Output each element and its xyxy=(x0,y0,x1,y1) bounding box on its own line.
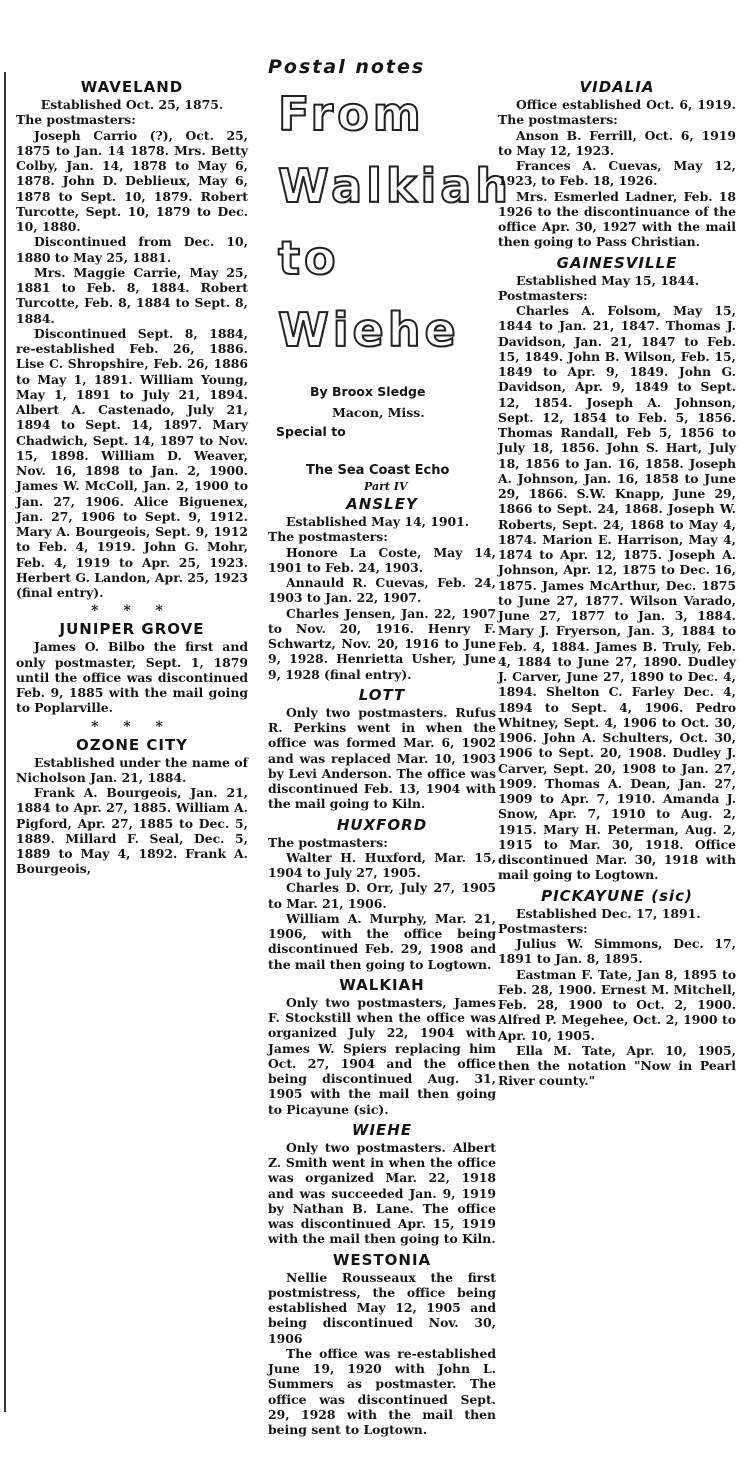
section-heading: ANSLEY xyxy=(346,495,418,513)
section-heading: HUXFORD xyxy=(336,815,428,834)
paragraph: Ella M. Tate, Apr. 10, 1905, then the notation "Now in Pearl River county." xyxy=(498,1042,736,1089)
kicker: Postal notes xyxy=(268,56,426,78)
paragraph: Nellie Rousseaux the first postmistress, the office being established May 12, 1905 and being discontinued Nov. 30, 1906 xyxy=(268,1269,496,1346)
paragraph: Established Oct. 25, 1875. xyxy=(40,97,224,112)
section-pickayune xyxy=(498,887,736,1089)
paragraph: Mrs. Esmerled Ladner, Feb. 18 1926 to the discontinuance of the office Apr. 30, 1927 with the mail then going to Pass Christian. xyxy=(498,188,736,250)
paragraph: Charles D. Orr, July 27, 1905 to Mar. 21, 1906. xyxy=(268,880,496,911)
paragraph: Joseph Carrio (?), Oct. 25, 1875 to Jan. 14 1878. Mrs. Betty Colby, Jan. 14, 1878 to May 6, 1878. John D. Deblieux, May 6, 1878 to Sept. 10, 1879. Robert Turcotte, Sept. 10, 1879 to Dec. 10, 1880. xyxy=(16,127,248,234)
section-wiehe xyxy=(268,1121,496,1247)
paragraph: Only two postmasters. Albert Z. Smith went in when the office was organized Mar. 22, 1918 and was succeeded Jan. 9, 1919 by Nathan B. Lane. The office was discontinued Apr. 15, 1919 with the mail then going to Kiln. xyxy=(268,1139,496,1247)
paragraph: Walter H. Huxford, Mar. 15, 1904 to July 27, 1905. xyxy=(268,849,496,880)
byline: By Broox Sledge xyxy=(310,384,426,399)
section-lott xyxy=(268,686,496,812)
section-ansley xyxy=(268,495,496,682)
masthead: The Sea Coast Echo xyxy=(306,463,450,478)
section-huxford xyxy=(268,816,496,972)
paragraph: Established May 15, 1844. xyxy=(516,272,700,288)
paragraph: William A. Murphy, Mar. 21, 1906, with the office being discontinued Feb. 29, 1908 and the mail then going to Logtown. xyxy=(268,910,496,972)
section-heading: PICKAYUNE (sic) xyxy=(541,886,693,905)
section-heading: WESTONIA xyxy=(332,1250,432,1269)
paragraph: Mrs. Maggie Carrie, May 25, 1881 to Feb. 8, 1884. Robert Turcotte, Feb. 8, 1884 to Sept. 8, 1884. xyxy=(16,264,248,326)
section-westonia xyxy=(268,1251,496,1438)
section-heading: OZONE CITY xyxy=(75,735,189,754)
section-heading: WALKIAH xyxy=(339,975,425,994)
paragraph: Frances A. Cuevas, May 12, 1923, to Feb. 18, 1926. xyxy=(498,158,736,189)
paragraph: Postmasters: xyxy=(498,920,588,936)
section-heading: VIDALIA xyxy=(579,78,655,96)
byline-location: Macon, Miss. xyxy=(332,405,425,420)
separator: * * * xyxy=(91,718,173,735)
section-heading: WIEHE xyxy=(351,1120,413,1139)
paragraph: Established May 14, 1901. xyxy=(286,514,470,529)
section-walkiah xyxy=(268,976,496,1117)
paragraph: Annauld R. Cuevas, Feb. 24, 1903 to Jan. 22, 1907. xyxy=(268,575,496,606)
section-gainesville xyxy=(498,254,736,883)
paragraph: Postmasters: xyxy=(498,287,588,303)
paragraph: Honore La Coste, May 14, 1901 to Feb. 24, 1903. xyxy=(268,544,496,575)
paragraph: Established Dec. 17, 1891. xyxy=(516,905,701,921)
paragraph: The office was re-established June 19, 1920 with John L. Summers as postmaster. The office was discontinued Sept. 29, 1928 with the mail then being sent to Logtown. xyxy=(268,1345,496,1437)
paragraph: Frank A. Bourgeois, Jan. 21, 1884 to Apr. 27, 1885. William A. Pigford, Apr. 27, 1885 to Dec. 5, 1889. Millard F. Seal, Dec. 5, 1889 to May 4, 1892. Frank A. Bourgeois, xyxy=(16,785,248,877)
paragraph: Julius W. Simmons, Dec. 17, 1891 to Jan. 8, 1895. xyxy=(498,936,736,967)
paragraph: Office established Oct. 6, 1919. The postmasters: xyxy=(498,97,736,128)
column-3 xyxy=(498,76,736,1093)
paragraph: Discontinued from Dec. 10, 1880 to May 25, 1881. xyxy=(16,234,248,265)
paragraph: Charles A. Folsom, May 15, 1844 to Jan. 21, 1847. Thomas J. Davidson, Jan. 21, 1847 to Feb. 15, 1849. John B. Wilson, Feb. 15, 1849 to Apr. 9, 1849. John G. Davidson, Apr. 9, 1849 to Sept. 12, 1854. Joseph A. Johnson, Sept. 12, 1854 to Feb. 5, 1856. Thomas Randall, Feb 5, 1856 to July 18, 1856. John S. Hart, July 18, 1856 to Jan. 16, 1858. Joseph A. Johnson, Jan. 16, 1858 to June 29, 1866. S.W. Knapp, June 29, 1866 to Sept. 24, 1868. Joseph W. Roberts, Sept. 24, 1868 to May 4, 1874. Marion E. Harrison, May 4, 1874 to Apr. 12, 1875. Joseph A. Johnson, Apr. 12, 1875 to Dec. 16, 1875. James McArthur, Dec. 1875 to June 27, 1877. Wilson Varado, June 27, 1877 to Jan. 3, 1884. Mary J. Fryerson, Jan. 3, 1884 to Feb. 4, 1884. James B. Truly, Feb. 4, 1884 to June 27, 1890. Dudley J. Carver, June 27, 1890 to Dec. 4, 1894. Shelton C. Farley Dec. 4, 1894 to Sept. 4, 1906. Pedro Whitney, Sept. 4, 1906 to Oct. 30, 1906. John A. Schulters, Oct. 30, 1906 to Sept. 20, 1908. Dudley J. Carver, Sept. 20, 1908 to Jan. 27, 1909. Thomas A. Dean, Jan. 27, 1909 to Apr. 7, 1910. Amanda J. Snow, Apr. 7, 1910 to Aug. 2, 1915. Mary H. Peterman, Aug. 2, 1915 to Mar. 30, 1918. Office discontinued Mar. 30, 1918 with mail going to Logtown. xyxy=(498,303,736,883)
headline-line-3: to Wiehe xyxy=(278,231,460,357)
paragraph: The postmasters: xyxy=(16,112,136,128)
paragraph: The postmasters: xyxy=(268,529,388,545)
section-ozone-city xyxy=(16,736,248,877)
paragraph: Only two postmasters. Rufus R. Perkins went in when the office was formed Mar. 6, 1902 and was replaced Mar. 10, 1903 by Levi Anderson. The office was discontinued Feb. 13, 1904 with the mail going to Kiln. xyxy=(268,704,496,812)
paragraph: Charles Jensen, Jan. 22, 1907 to Nov. 20, 1916. Henry F. Schwartz, Nov. 20, 1916 to June 9, 1928. Henrietta Usher, June 9, 1928 (final entry). xyxy=(268,605,496,682)
section-juniper-grove xyxy=(16,620,248,715)
part-label: Part IV xyxy=(364,480,408,493)
paragraph: Established under the name of Nicholson Jan. 21, 1884. xyxy=(16,754,248,785)
headline-line-2: Walkiah xyxy=(278,159,513,213)
column-rule-left xyxy=(4,72,6,1412)
paragraph: Eastman F. Tate, Jan 8, 1895 to Feb. 28, 1900. Ernest M. Mitchell, Feb. 28, 1900 to Oct. 2, 1900. Alfred P. Megehee, Oct. 2, 1900 to Apr. 10, 1905. xyxy=(498,966,736,1043)
section-vidalia xyxy=(498,78,736,250)
section-heading: JUNIPER GROVE xyxy=(59,620,205,639)
section-heading: LOTT xyxy=(358,685,406,704)
headline-line-1: From xyxy=(278,87,425,141)
section-heading: WAVELAND xyxy=(80,78,184,96)
column-2 xyxy=(268,0,513,1441)
column-1 xyxy=(16,76,248,881)
paragraph: The postmasters: xyxy=(268,834,388,850)
section-waveland xyxy=(16,78,248,600)
separator: * * * xyxy=(91,603,173,620)
paragraph: James O. Bilbo the first and only postmaster, Sept. 1, 1879 until the office was discontinued Feb. 9, 1885 with the mail going to Poplarville. xyxy=(16,639,248,716)
paragraph: Only two postmasters, James F. Stockstill when the office was organized July 22, 1904 with James W. Spiers replacing him Oct. 27, 1904 and the office being discontinued Aug. 31, 1905 with the mail then going to Picayune (sic). xyxy=(268,994,496,1117)
byline-special: Special to xyxy=(276,424,346,439)
paragraph: Anson B. Ferrill, Oct. 6, 1919 to May 12, 1923. xyxy=(498,127,736,158)
paragraph: Discontinued Sept. 8, 1884, re-established Feb. 26, 1886. Lise C. Shropshire, Feb. 26, 1886 to May 1, 1891. William Young, May 1, 1891 to July 21, 1894. Albert A. Castenado, July 21, 1894 to Sept. 14, 1897. Mary Chadwich, Sept. 14, 1897 to Nov. 15, 1898. William D. Weaver, Nov. 16, 1898 to Jan. 2, 1900. James W. McColl, Jan. 2, 1900 to Jan. 27, 1906. Alice Biguenex, Jan. 27, 1906 to Sept. 9, 1912. Mary A. Bourgeois, Sept. 9, 1912 to Feb. 4, 1919. John G. Mohr, Feb. 4, 1919 to Apr. 25, 1923. Herbert G. Landon, Apr. 25, 1923 (final entry). xyxy=(16,325,248,600)
section-heading: GAINESVILLE xyxy=(556,253,678,272)
